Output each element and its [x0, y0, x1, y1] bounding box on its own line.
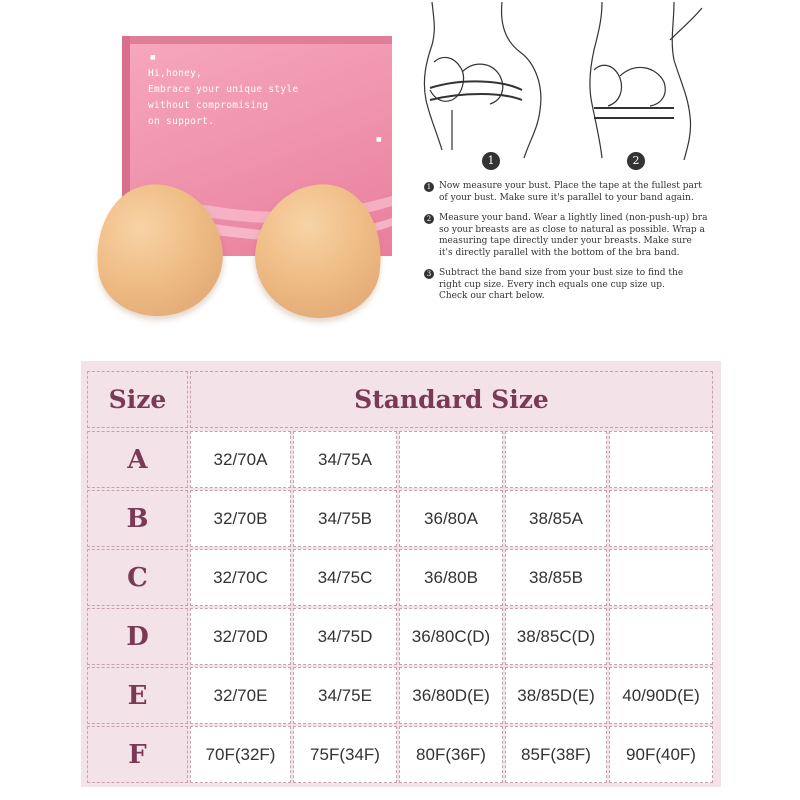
box-slogan-line: Hi,honey,	[148, 68, 203, 79]
size-cell	[609, 549, 713, 606]
size-cell	[505, 431, 607, 488]
box-slogan-line: without compromising	[148, 100, 269, 111]
size-cell: 38/85B	[505, 549, 607, 606]
box-slogan-line: on support.	[148, 116, 215, 127]
size-cell	[609, 431, 713, 488]
size-cell: 36/80A	[399, 490, 503, 547]
instruction-text: of your bust. Make sure it's parallel to your band again.	[439, 192, 694, 203]
instruction-text: so your breasts are as close to natural as possible. Wrap a	[439, 224, 705, 235]
size-cell	[399, 431, 503, 488]
size-cell: 32/70A	[190, 431, 291, 488]
measuring-instructions	[424, 181, 724, 312]
step-2-marker: 2	[627, 152, 645, 170]
box-slogan-line: Embrace your unique style	[148, 84, 299, 95]
instruction-text: measuring tape directly under your breasts. Make sure	[439, 236, 692, 246]
instruction-number: 1	[424, 182, 434, 192]
standard-size-header: Standard Size	[190, 371, 713, 428]
cup-size-label: B	[87, 490, 188, 547]
size-cell: 34/75D	[293, 608, 397, 665]
size-cell: 38/85D(E)	[505, 667, 607, 724]
size-cell	[609, 608, 713, 665]
cup-size-label: C	[87, 549, 188, 606]
product-image	[96, 36, 396, 326]
cup-size-label: A	[87, 431, 188, 488]
measuring-diagram	[412, 0, 712, 175]
size-cell: 32/70C	[190, 549, 291, 606]
instruction-text: it's directly parallel with the bottom of the bra band.	[439, 247, 680, 258]
size-cell: 34/75C	[293, 549, 397, 606]
size-cell: 32/70B	[190, 490, 291, 547]
size-column-header: Size	[87, 371, 188, 428]
cup-size-label: D	[87, 608, 188, 665]
instruction-text: Check our chart below.	[439, 291, 545, 301]
size-cell: 70F(32F)	[190, 726, 291, 783]
size-cell: 85F(38F)	[505, 726, 607, 783]
cup-size-label: E	[87, 667, 188, 724]
step-1-marker: 1	[482, 152, 500, 170]
size-cell: 34/75B	[293, 490, 397, 547]
size-cell: 38/85A	[505, 490, 607, 547]
instruction-item	[424, 268, 724, 303]
body-outline-illustration	[412, 0, 712, 175]
size-cell: 38/85C(D)	[505, 608, 607, 665]
size-chart-table	[81, 361, 721, 787]
size-cell: 40/90D(E)	[609, 667, 713, 724]
size-cell: 36/80C(D)	[399, 608, 503, 665]
size-cell: 75F(34F)	[293, 726, 397, 783]
size-cell: 32/70E	[190, 667, 291, 724]
instruction-item	[424, 181, 724, 204]
box-slogan	[148, 66, 299, 130]
size-cell	[609, 490, 713, 547]
size-cell: 90F(40F)	[609, 726, 713, 783]
instruction-number: 3	[424, 269, 434, 279]
instruction-item	[424, 213, 724, 259]
instruction-text: Now measure your bust. Place the tape at the fullest part	[439, 181, 702, 191]
box-dot: ■	[376, 136, 382, 143]
box-dot: ■	[150, 54, 156, 61]
instruction-text: Measure your band. Wear a lightly lined (non-push-up) bra	[439, 213, 708, 223]
size-cell: 34/75A	[293, 431, 397, 488]
box-top-edge	[122, 36, 392, 44]
instruction-text: Subtract the band size from your bust size to find the	[439, 268, 684, 278]
instruction-number: 2	[424, 214, 434, 224]
cup-size-label: F	[87, 726, 188, 783]
size-cell: 34/75E	[293, 667, 397, 724]
instruction-text: right cup size. Every inch equals one cup size up.	[439, 279, 665, 290]
size-cell: 36/80D(E)	[399, 667, 503, 724]
size-cell: 32/70D	[190, 608, 291, 665]
size-cell: 36/80B	[399, 549, 503, 606]
size-cell: 80F(36F)	[399, 726, 503, 783]
